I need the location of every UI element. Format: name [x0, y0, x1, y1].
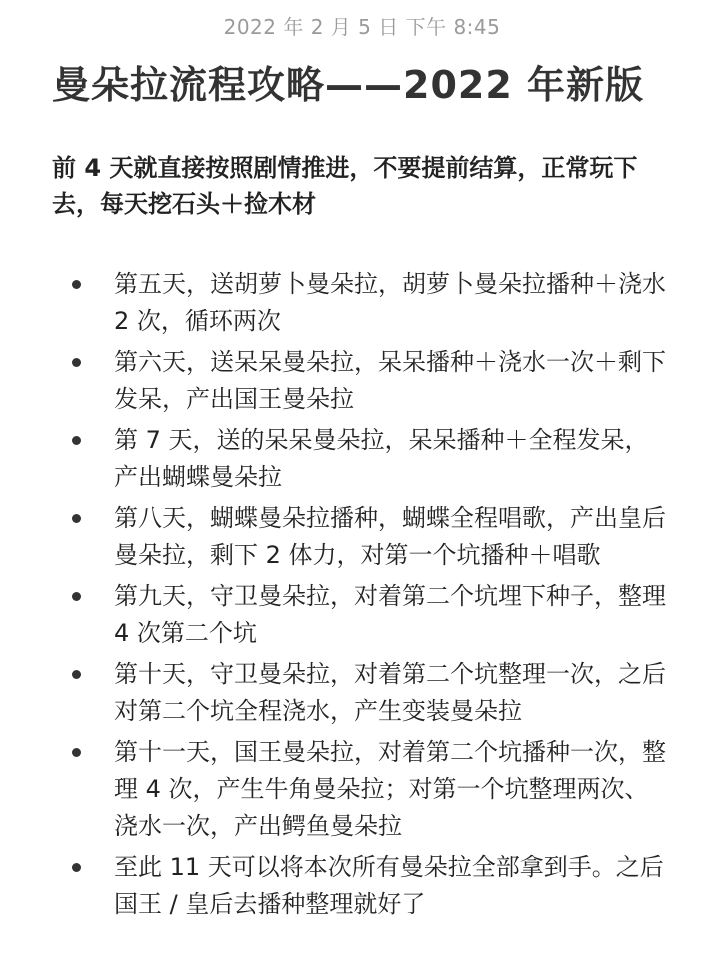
step-text: 第十天，守卫曼朵拉，对着第二个坑整理一次，之后对第二个坑全程浇水，产生变装曼朵拉 — [114, 660, 666, 725]
list-item — [52, 500, 672, 574]
list-item — [52, 656, 672, 730]
step-text: 第六天，送呆呆曼朵拉，呆呆播种＋浇水一次＋剩下发呆，产出国王曼朵拉 — [114, 348, 666, 413]
list-item — [52, 578, 672, 652]
step-text: 第八天，蝴蝶曼朵拉播种，蝴蝶全程唱歌，产出皇后曼朵拉，剩下 2 体力，对第一个坑播种＋唱歌 — [114, 504, 666, 569]
bullet-icon — [72, 670, 81, 679]
bullet-icon — [72, 592, 81, 601]
step-text: 第十一天，国王曼朵拉，对着第二个坑播种一次，整理 4 次，产生牛角曼朵拉；对第一个坑整理两次、浇水一次，产出鳄鱼曼朵拉 — [114, 738, 666, 840]
bullet-icon — [72, 514, 81, 523]
list-item — [52, 344, 672, 418]
step-text: 至此 11 天可以将本次所有曼朵拉全部拿到手。之后国王 / 皇后去播种整理就好了 — [114, 853, 664, 918]
list-item — [52, 422, 672, 496]
bullet-icon — [72, 280, 81, 289]
step-text: 第 7 天，送的呆呆曼朵拉，呆呆播种＋全程发呆，产出蝴蝶曼朵拉 — [114, 426, 649, 491]
bullet-icon — [72, 358, 81, 367]
note-title: 曼朵拉流程攻略——2022 年新版 — [52, 63, 644, 107]
step-text: 第五天，送胡萝卜曼朵拉，胡萝卜曼朵拉播种＋浇水 2 次，循环两次 — [114, 270, 666, 335]
note-intro: 前 4 天就直接按照剧情推进，不要提前结算，正常玩下去，每天挖石头＋捡木材 — [52, 154, 638, 218]
bullet-icon — [72, 748, 81, 757]
list-item — [52, 266, 672, 340]
bullet-icon — [72, 436, 81, 445]
steps-list — [52, 266, 672, 923]
list-item — [52, 734, 672, 845]
bullet-icon — [72, 863, 81, 872]
note-timestamp: 2022 年 2 月 5 日 下午 8:45 — [223, 15, 501, 39]
step-text: 第九天，守卫曼朵拉，对着第二个坑埋下种子，整理 4 次第二个坑 — [114, 582, 666, 647]
list-item — [52, 849, 672, 923]
